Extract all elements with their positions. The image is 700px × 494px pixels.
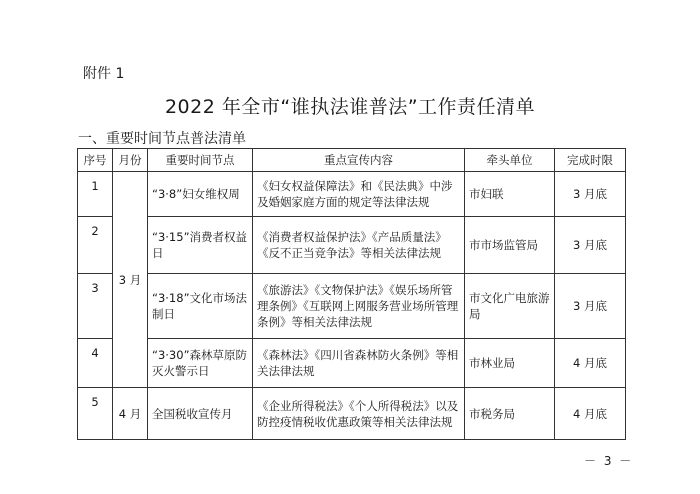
row-number: 5: [78, 388, 113, 440]
node-cell: “3·15”消费者权益日: [148, 217, 253, 274]
month-cell: 4 月: [113, 388, 148, 440]
table-row: [78, 339, 626, 388]
table-row: [78, 217, 626, 274]
header-content: 重点宣传内容: [253, 149, 465, 172]
header-deadline: 完成时限: [555, 149, 626, 172]
row-number: 1: [78, 172, 113, 217]
deadline-cell: 4 月底: [555, 339, 626, 388]
lead-cell: 市税务局: [465, 388, 555, 440]
content-cell: 《妇女权益保障法》和《民法典》中涉及婚姻家庭方面的规定等法律法规: [253, 172, 465, 217]
deadline-cell: 3 月底: [555, 172, 626, 217]
row-number: 4: [78, 339, 113, 388]
content-cell: 《森林法》《四川省森林防火条例》等相关法律法规: [253, 339, 465, 388]
header-lead: 牵头单位: [465, 149, 555, 172]
page-title: 2022 年全市“谁执法谁普法”工作责任清单: [164, 96, 536, 118]
row-number: 3: [78, 274, 113, 339]
header-month: 月份: [113, 149, 148, 172]
table-row: [78, 388, 626, 440]
section-heading: 一、重要时间节点普法清单: [78, 131, 246, 147]
node-cell: “3·30”森林草原防灭火警示日: [148, 339, 253, 388]
lead-cell: 市妇联: [465, 172, 555, 217]
content-cell: 《消费者权益保护法》《产品质量法》《反不正当竞争法》等相关法律法规: [253, 217, 465, 274]
lead-cell: 市文化广电旅游局: [465, 274, 555, 339]
page-number: － 3 －: [584, 454, 634, 468]
lead-cell: 市林业局: [465, 339, 555, 388]
header-node: 重要时间节点: [148, 149, 253, 172]
deadline-cell: 4 月底: [555, 388, 626, 440]
node-cell: 全国税收宣传月: [148, 388, 253, 440]
node-cell: “3·8”妇女维权周: [148, 172, 253, 217]
content-cell: 《企业所得税法》《个人所得税法》以及防控疫情税收优惠政策等相关法律法规: [253, 388, 465, 440]
responsibility-table: [77, 148, 626, 440]
node-cell: “3·18”文化市场法制日: [148, 274, 253, 339]
table-row: [78, 172, 626, 217]
table-row: [78, 274, 626, 339]
header-no: 序号: [78, 149, 113, 172]
content-cell: 《旅游法》《文物保护法》《娱乐场所管理条例》《互联网上网服务营业场所管理条例》等相关法律法规: [253, 274, 465, 339]
deadline-cell: 3 月底: [555, 217, 626, 274]
table-header-row: [78, 149, 626, 172]
lead-cell: 市市场监管局: [465, 217, 555, 274]
attachment-label: 附件 1: [83, 66, 125, 82]
month-cell: 3 月: [113, 172, 148, 388]
deadline-cell: 3 月底: [555, 274, 626, 339]
row-number: 2: [78, 217, 113, 274]
